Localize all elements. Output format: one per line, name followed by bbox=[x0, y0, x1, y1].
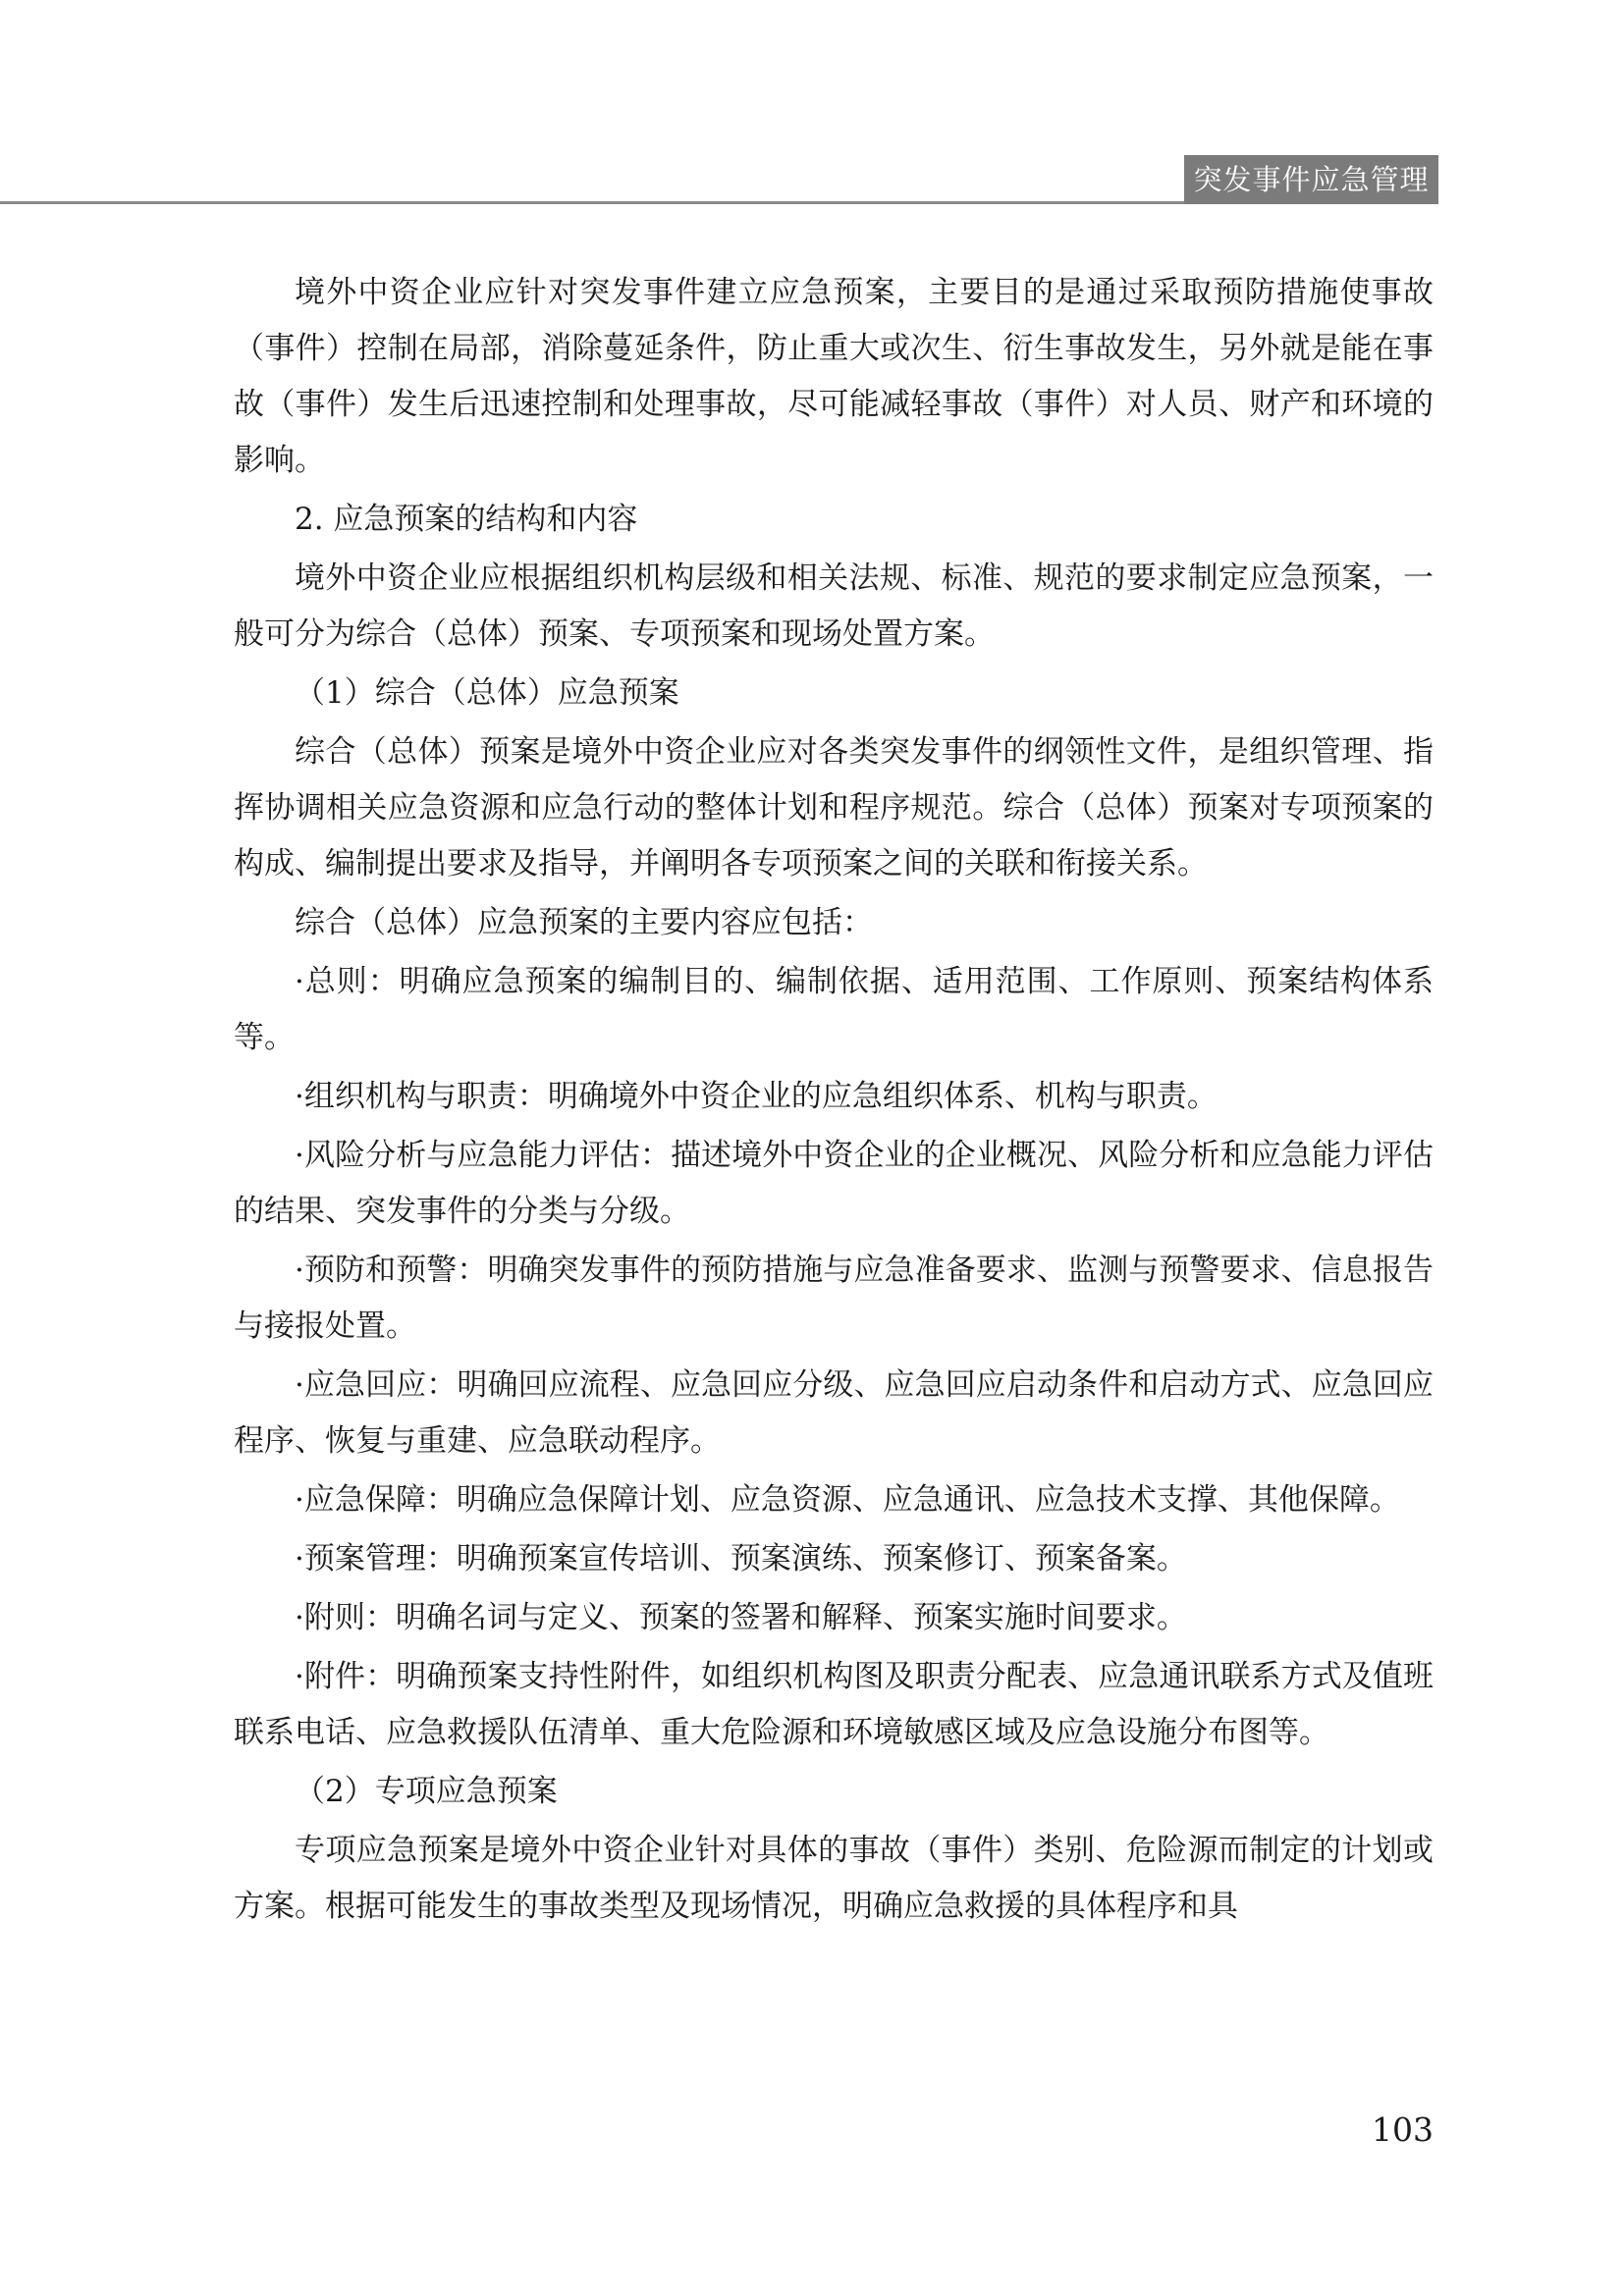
paragraph: 综合（总体）预案是境外中资企业应对各类突发事件的纲领性文件，是组织管理、指挥协调相关应急资源和应急行动的整体计划和程序规范。综合（总体）预案对专项预案的构成、编制提出要求及指导，并阐明各专项预案之间的关联和衔接关系。 bbox=[234, 734, 1434, 881]
list-item: ·总则：明确应急预案的编制目的、编制依据、适用范围、工作原则、预案结构体系等。 bbox=[234, 964, 1434, 1055]
running-header: 突发事件应急管理 bbox=[1184, 155, 1438, 204]
paragraph: 境外中资企业应根据组织机构层级和相关法规、标准、规范的要求制定应急预案，一般可分为综合（总体）预案、专项预案和现场处置方案。 bbox=[234, 561, 1434, 652]
page-number: 103 bbox=[1372, 2110, 1434, 2149]
list-item: ·组织机构与职责：明确境外中资企业的应急组织体系、机构与职责。 bbox=[295, 1079, 1218, 1114]
subsection-heading: （2）专项应急预案 bbox=[295, 1774, 558, 1809]
page-body bbox=[234, 265, 1434, 1938]
list-item: ·预案管理：明确预案宣传培训、预案演练、预案修订、预案备案。 bbox=[295, 1541, 1187, 1576]
list-item: ·预防和预警：明确突发事件的预防措施与应急准备要求、监测与预警要求、信息报告与接报处置。 bbox=[234, 1253, 1434, 1344]
list-item: ·附件：明确预案支持性附件，如组织机构图及职责分配表、应急通讯联系方式及值班联系电话、应急救援队伍清单、重大危险源和环境敏感区域及应急设施分布图等。 bbox=[234, 1659, 1434, 1750]
paragraph: 境外中资企业应针对突发事件建立应急预案，主要目的是通过采取预防措施使事故（事件）控制在局部，消除蔓延条件，防止重大或次生、衍生事故发生，另外就是能在事故（事件）发生后迅速控制和处理事故，尽可能减轻事故（事件）对人员、财产和环境的影响。 bbox=[234, 275, 1434, 478]
paragraph: 综合（总体）应急预案的主要内容应包括： bbox=[295, 905, 873, 940]
paragraph: 专项应急预案是境外中资企业针对具体的事故（事件）类别、危险源而制定的计划或方案。根据可能发生的事故类型及现场情况，明确应急救援的具体程序和具 bbox=[234, 1833, 1434, 1924]
list-item: ·应急保障：明确应急保障计划、应急资源、应急通讯、应急技术支撑、其他保障。 bbox=[295, 1482, 1400, 1518]
list-item: ·应急回应：明确回应流程、应急回应分级、应急回应启动条件和启动方式、应急回应程序、恢复与重建、应急联动程序。 bbox=[234, 1367, 1434, 1459]
list-item: ·风险分析与应急能力评估：描述境外中资企业的企业概况、风险分析和应急能力评估的结果、突发事件的分类与分级。 bbox=[234, 1138, 1434, 1229]
section-heading: 2. 应急预案的结构和内容 bbox=[295, 502, 638, 537]
list-item: ·附则：明确名词与定义、预案的签署和解释、预案实施时间要求。 bbox=[295, 1600, 1187, 1635]
subsection-heading: （1）综合（总体）应急预案 bbox=[295, 675, 679, 711]
